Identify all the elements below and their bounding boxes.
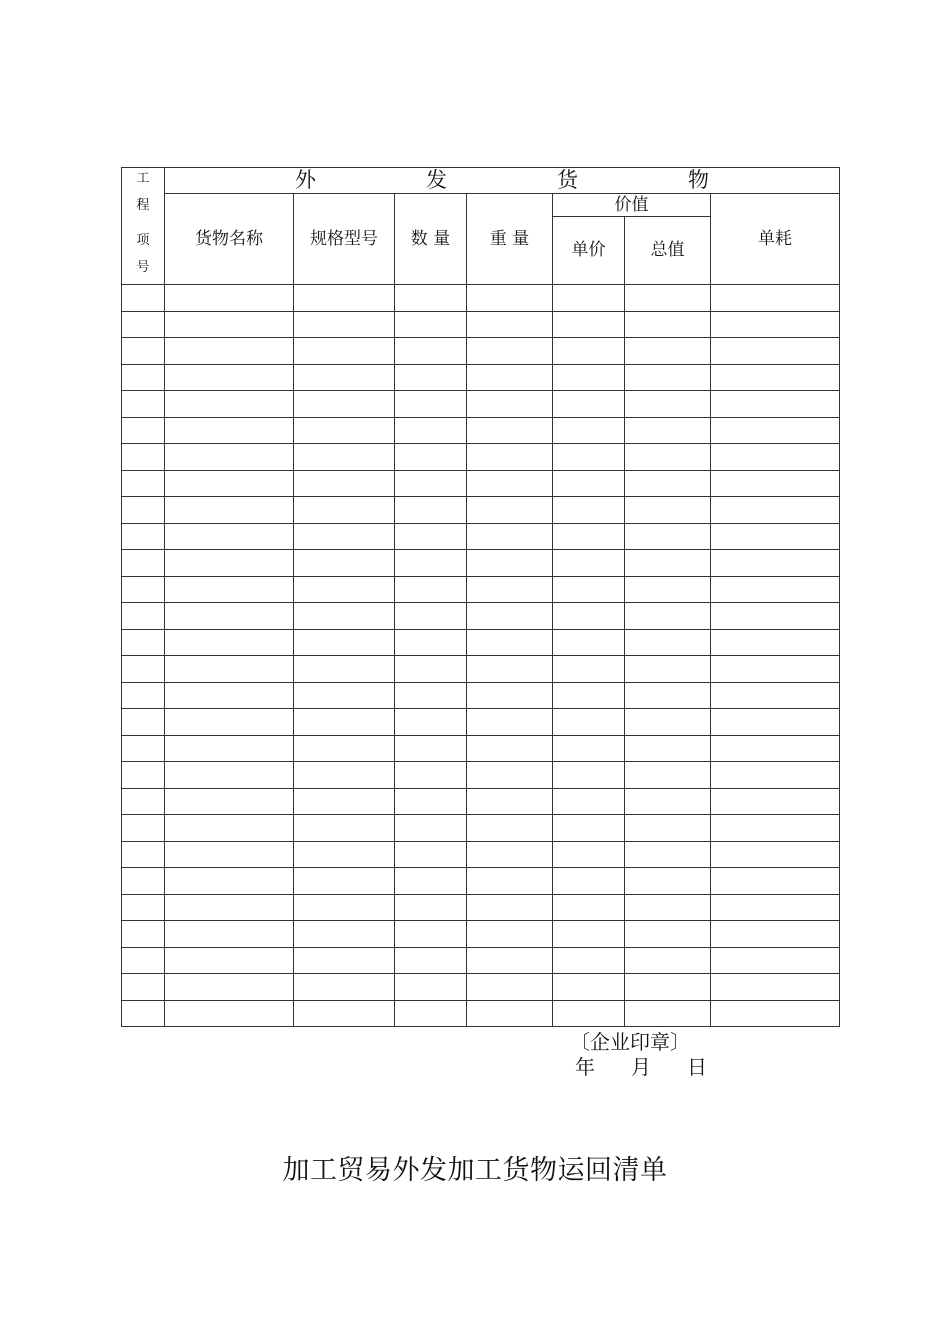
table-cell[interactable] xyxy=(294,762,395,789)
table-cell[interactable] xyxy=(294,815,395,842)
table-cell[interactable] xyxy=(122,603,165,630)
table-cell[interactable] xyxy=(625,921,711,948)
table-cell[interactable] xyxy=(395,444,467,471)
table-cell[interactable] xyxy=(395,868,467,895)
table-cell[interactable] xyxy=(625,947,711,974)
table-cell[interactable] xyxy=(395,338,467,365)
table-cell[interactable] xyxy=(165,285,294,312)
table-cell[interactable] xyxy=(467,311,553,338)
table-row xyxy=(122,444,840,471)
table-row xyxy=(122,523,840,550)
table-cell[interactable] xyxy=(165,735,294,762)
table-cell[interactable] xyxy=(165,629,294,656)
table-cell[interactable] xyxy=(711,709,840,736)
table-cell[interactable] xyxy=(294,417,395,444)
header-goods-name: 货物名称 xyxy=(165,194,294,285)
table-cell[interactable] xyxy=(467,709,553,736)
table-cell[interactable] xyxy=(467,974,553,1001)
table-cell[interactable] xyxy=(467,894,553,921)
table-cell[interactable] xyxy=(294,470,395,497)
table-cell[interactable] xyxy=(711,762,840,789)
table-cell[interactable] xyxy=(294,974,395,1001)
table-cell[interactable] xyxy=(711,338,840,365)
table-cell[interactable] xyxy=(553,417,625,444)
header-value-group: 价值 xyxy=(553,194,711,217)
table-cell[interactable] xyxy=(395,285,467,312)
table-cell[interactable] xyxy=(395,815,467,842)
table-cell[interactable] xyxy=(165,894,294,921)
table-cell[interactable] xyxy=(625,894,711,921)
table-cell[interactable] xyxy=(625,656,711,683)
table-row xyxy=(122,338,840,365)
table-cell[interactable] xyxy=(122,894,165,921)
table-cell[interactable] xyxy=(165,417,294,444)
table-row xyxy=(122,1000,840,1027)
table-cell[interactable] xyxy=(165,391,294,418)
date-line xyxy=(570,1055,707,1080)
table-row xyxy=(122,762,840,789)
table-cell[interactable] xyxy=(294,444,395,471)
table-cell[interactable] xyxy=(122,815,165,842)
table-cell[interactable] xyxy=(711,576,840,603)
table-cell[interactable] xyxy=(553,364,625,391)
table-cell[interactable] xyxy=(122,974,165,1001)
table-cell[interactable] xyxy=(122,576,165,603)
table-cell[interactable] xyxy=(625,709,711,736)
table-cell[interactable] xyxy=(122,709,165,736)
table-cell[interactable] xyxy=(467,629,553,656)
table-cell[interactable] xyxy=(122,417,165,444)
table-cell[interactable] xyxy=(122,550,165,577)
table-cell[interactable] xyxy=(625,629,711,656)
table-cell[interactable] xyxy=(165,603,294,630)
table-cell[interactable] xyxy=(165,364,294,391)
table-cell[interactable] xyxy=(165,338,294,365)
table-cell[interactable] xyxy=(625,444,711,471)
table-cell[interactable] xyxy=(165,868,294,895)
table-cell[interactable] xyxy=(165,762,294,789)
table-row xyxy=(122,550,840,577)
table-cell[interactable] xyxy=(711,364,840,391)
table-cell[interactable] xyxy=(122,921,165,948)
table-cell[interactable] xyxy=(294,338,395,365)
table-cell[interactable] xyxy=(395,523,467,550)
table-cell[interactable] xyxy=(625,417,711,444)
table-cell[interactable] xyxy=(122,841,165,868)
table-cell[interactable] xyxy=(122,868,165,895)
project-char: 程 xyxy=(136,198,150,213)
table-cell[interactable] xyxy=(711,947,840,974)
table-cell[interactable] xyxy=(711,285,840,312)
table-cell[interactable] xyxy=(467,285,553,312)
table-cell[interactable] xyxy=(165,815,294,842)
table-cell[interactable] xyxy=(294,550,395,577)
table-cell[interactable] xyxy=(711,682,840,709)
header-row-title xyxy=(122,168,840,194)
table-cell[interactable] xyxy=(553,841,625,868)
table-cell[interactable] xyxy=(294,947,395,974)
table-cell[interactable] xyxy=(395,709,467,736)
table-row xyxy=(122,841,840,868)
header-weight: 重 量 xyxy=(467,194,553,285)
table-row xyxy=(122,497,840,524)
table-row xyxy=(122,417,840,444)
table-cell[interactable] xyxy=(711,444,840,471)
table-row xyxy=(122,868,840,895)
table-cell[interactable] xyxy=(165,497,294,524)
table-cell[interactable] xyxy=(625,1000,711,1027)
table-cell[interactable] xyxy=(294,735,395,762)
table-cell[interactable] xyxy=(467,762,553,789)
table-cell[interactable] xyxy=(395,841,467,868)
table-cell[interactable] xyxy=(294,921,395,948)
table-cell[interactable] xyxy=(122,523,165,550)
table-cell[interactable] xyxy=(711,550,840,577)
project-char: 号 xyxy=(136,260,150,275)
table-cell[interactable] xyxy=(467,656,553,683)
table-cell[interactable] xyxy=(553,762,625,789)
table-cell[interactable] xyxy=(711,629,840,656)
table-cell[interactable] xyxy=(553,974,625,1001)
table-cell[interactable] xyxy=(467,1000,553,1027)
table-cell[interactable] xyxy=(467,497,553,524)
table-cell[interactable] xyxy=(625,788,711,815)
table-cell[interactable] xyxy=(625,311,711,338)
table-cell[interactable] xyxy=(294,709,395,736)
project-char: 工 xyxy=(136,171,150,186)
table-cell[interactable] xyxy=(395,417,467,444)
table-cell[interactable] xyxy=(122,788,165,815)
table-row xyxy=(122,311,840,338)
table-row xyxy=(122,629,840,656)
project-char: 项 xyxy=(136,233,150,248)
table-row xyxy=(122,391,840,418)
table-cell[interactable] xyxy=(294,364,395,391)
table-cell[interactable] xyxy=(122,947,165,974)
table-cell[interactable] xyxy=(395,921,467,948)
header-project-number xyxy=(122,168,165,285)
table-cell[interactable] xyxy=(625,576,711,603)
table-row xyxy=(122,947,840,974)
date-day-label: 日 xyxy=(687,1055,707,1079)
table-cell[interactable] xyxy=(553,1000,625,1027)
table-cell[interactable] xyxy=(122,338,165,365)
table-cell[interactable] xyxy=(122,470,165,497)
table-cell[interactable] xyxy=(467,947,553,974)
table-cell[interactable] xyxy=(553,338,625,365)
table-cell[interactable] xyxy=(122,762,165,789)
table-row xyxy=(122,735,840,762)
outgoing-goods-title xyxy=(165,168,840,194)
table-cell[interactable] xyxy=(294,894,395,921)
table-row xyxy=(122,364,840,391)
table-row xyxy=(122,576,840,603)
table-cell[interactable] xyxy=(294,868,395,895)
table-cell[interactable] xyxy=(165,444,294,471)
table-cell[interactable] xyxy=(122,391,165,418)
document-title: 加工贸易外发加工货物运回清单 xyxy=(282,1155,668,1186)
table-cell[interactable] xyxy=(467,868,553,895)
table-cell[interactable] xyxy=(711,470,840,497)
table-cell[interactable] xyxy=(553,656,625,683)
table-cell[interactable] xyxy=(395,603,467,630)
table-cell[interactable] xyxy=(625,364,711,391)
table-cell[interactable] xyxy=(294,629,395,656)
table-cell[interactable] xyxy=(625,550,711,577)
table-row xyxy=(122,894,840,921)
table-cell[interactable] xyxy=(553,444,625,471)
table-cell[interactable] xyxy=(711,894,840,921)
table-cell[interactable] xyxy=(711,656,840,683)
goods-form-table xyxy=(121,167,840,1027)
table-cell[interactable] xyxy=(294,497,395,524)
table-cell[interactable] xyxy=(294,841,395,868)
table-cell[interactable] xyxy=(553,391,625,418)
table-cell[interactable] xyxy=(711,603,840,630)
table-cell[interactable] xyxy=(165,841,294,868)
table-row xyxy=(122,788,840,815)
table-cell[interactable] xyxy=(165,682,294,709)
table-cell[interactable] xyxy=(625,497,711,524)
table-row xyxy=(122,974,840,1001)
table-cell[interactable] xyxy=(553,523,625,550)
table-cell[interactable] xyxy=(553,682,625,709)
table-cell[interactable] xyxy=(395,576,467,603)
table-cell[interactable] xyxy=(553,311,625,338)
table-cell[interactable] xyxy=(711,788,840,815)
date-month-label: 月 xyxy=(631,1055,651,1079)
table-cell[interactable] xyxy=(625,523,711,550)
table-cell[interactable] xyxy=(294,523,395,550)
table-cell[interactable] xyxy=(553,947,625,974)
table-cell[interactable] xyxy=(625,682,711,709)
table-cell[interactable] xyxy=(625,841,711,868)
table-row xyxy=(122,656,840,683)
table-cell[interactable] xyxy=(467,788,553,815)
table-cell[interactable] xyxy=(122,682,165,709)
table-cell[interactable] xyxy=(395,762,467,789)
table-cell[interactable] xyxy=(553,921,625,948)
table-cell[interactable] xyxy=(625,338,711,365)
table-cell[interactable] xyxy=(122,1000,165,1027)
title-char: 外 xyxy=(295,168,316,192)
table-cell[interactable] xyxy=(165,947,294,974)
table-cell[interactable] xyxy=(711,735,840,762)
seal-block xyxy=(570,1030,770,1080)
table-cell[interactable] xyxy=(122,735,165,762)
table-cell[interactable] xyxy=(165,709,294,736)
table-cell[interactable] xyxy=(294,311,395,338)
table-cell[interactable] xyxy=(467,841,553,868)
table-cell[interactable] xyxy=(395,656,467,683)
table-cell[interactable] xyxy=(467,523,553,550)
header-quantity: 数 量 xyxy=(395,194,467,285)
date-year-label: 年 xyxy=(575,1055,595,1079)
table-cell[interactable] xyxy=(294,788,395,815)
table-cell[interactable] xyxy=(165,974,294,1001)
table-cell[interactable] xyxy=(395,391,467,418)
table-cell[interactable] xyxy=(165,550,294,577)
header-spec-model: 规格型号 xyxy=(294,194,395,285)
table-cell[interactable] xyxy=(294,576,395,603)
table-cell[interactable] xyxy=(395,550,467,577)
table-cell[interactable] xyxy=(395,629,467,656)
table-cell[interactable] xyxy=(553,709,625,736)
table-row xyxy=(122,470,840,497)
table-cell[interactable] xyxy=(553,285,625,312)
table-cell[interactable] xyxy=(395,974,467,1001)
table-cell[interactable] xyxy=(625,470,711,497)
table-cell[interactable] xyxy=(395,470,467,497)
table-cell[interactable] xyxy=(711,868,840,895)
table-cell[interactable] xyxy=(122,364,165,391)
table-cell[interactable] xyxy=(553,603,625,630)
table-cell[interactable] xyxy=(553,497,625,524)
header-row-columns xyxy=(122,194,840,217)
table-cell[interactable] xyxy=(553,788,625,815)
table-cell[interactable] xyxy=(122,285,165,312)
table-cell[interactable] xyxy=(467,444,553,471)
table-cell[interactable] xyxy=(553,550,625,577)
table-cell[interactable] xyxy=(122,444,165,471)
table-cell[interactable] xyxy=(711,1000,840,1027)
table-cell[interactable] xyxy=(711,841,840,868)
table-cell[interactable] xyxy=(711,523,840,550)
table-cell[interactable] xyxy=(553,576,625,603)
table-cell[interactable] xyxy=(395,311,467,338)
table-cell[interactable] xyxy=(467,338,553,365)
table-cell[interactable] xyxy=(553,894,625,921)
table-cell[interactable] xyxy=(467,550,553,577)
table-cell[interactable] xyxy=(122,497,165,524)
table-cell[interactable] xyxy=(467,603,553,630)
table-cell[interactable] xyxy=(395,1000,467,1027)
table-cell[interactable] xyxy=(553,815,625,842)
table-cell[interactable] xyxy=(625,285,711,312)
table-cell[interactable] xyxy=(395,947,467,974)
table-row xyxy=(122,709,840,736)
table-row xyxy=(122,603,840,630)
table-cell[interactable] xyxy=(625,974,711,1001)
table-cell[interactable] xyxy=(467,417,553,444)
table-cell[interactable] xyxy=(467,921,553,948)
table-cell[interactable] xyxy=(625,603,711,630)
table-cell[interactable] xyxy=(625,868,711,895)
table-cell[interactable] xyxy=(711,815,840,842)
table-cell[interactable] xyxy=(467,391,553,418)
table-cell[interactable] xyxy=(294,656,395,683)
table-cell[interactable] xyxy=(553,868,625,895)
table-cell[interactable] xyxy=(625,391,711,418)
table-cell[interactable] xyxy=(467,576,553,603)
table-cell[interactable] xyxy=(165,311,294,338)
table-cell[interactable] xyxy=(122,311,165,338)
header-unit-consumption: 单耗 xyxy=(711,194,840,285)
table-cell[interactable] xyxy=(165,523,294,550)
table-cell[interactable] xyxy=(625,815,711,842)
table-row xyxy=(122,815,840,842)
table-cell[interactable] xyxy=(467,682,553,709)
table-cell[interactable] xyxy=(395,788,467,815)
table-cell[interactable] xyxy=(467,735,553,762)
table-row xyxy=(122,285,840,312)
title-char: 货 xyxy=(557,168,578,192)
table-cell[interactable] xyxy=(395,682,467,709)
table-cell[interactable] xyxy=(395,735,467,762)
table-cell[interactable] xyxy=(711,417,840,444)
table-cell[interactable] xyxy=(165,1000,294,1027)
table-cell[interactable] xyxy=(395,364,467,391)
table-cell[interactable] xyxy=(165,788,294,815)
table-cell[interactable] xyxy=(467,815,553,842)
table-cell[interactable] xyxy=(553,470,625,497)
table-cell[interactable] xyxy=(625,735,711,762)
table-cell[interactable] xyxy=(294,285,395,312)
table-row xyxy=(122,921,840,948)
table-cell[interactable] xyxy=(711,391,840,418)
table-cell[interactable] xyxy=(165,921,294,948)
table-cell[interactable] xyxy=(553,735,625,762)
table-cell[interactable] xyxy=(467,470,553,497)
table-cell[interactable] xyxy=(711,974,840,1001)
table-cell[interactable] xyxy=(165,470,294,497)
table-cell[interactable] xyxy=(122,656,165,683)
table-cell[interactable] xyxy=(711,921,840,948)
table-cell[interactable] xyxy=(395,894,467,921)
table-cell[interactable] xyxy=(625,762,711,789)
table-cell[interactable] xyxy=(294,603,395,630)
table-cell[interactable] xyxy=(122,629,165,656)
company-seal-label: 〔企业印章〕 xyxy=(570,1030,690,1054)
title-char: 发 xyxy=(426,168,447,192)
table-cell[interactable] xyxy=(711,497,840,524)
title-char: 物 xyxy=(688,168,709,192)
table-cell[interactable] xyxy=(294,682,395,709)
table-row xyxy=(122,682,840,709)
table-cell[interactable] xyxy=(165,656,294,683)
table-cell[interactable] xyxy=(294,391,395,418)
table-cell[interactable] xyxy=(467,364,553,391)
table-cell[interactable] xyxy=(553,629,625,656)
table-cell[interactable] xyxy=(294,1000,395,1027)
table-cell[interactable] xyxy=(165,576,294,603)
header-total-value: 总值 xyxy=(625,217,711,285)
table-cell[interactable] xyxy=(395,497,467,524)
header-unit-price: 单价 xyxy=(553,217,625,285)
table-cell[interactable] xyxy=(711,311,840,338)
